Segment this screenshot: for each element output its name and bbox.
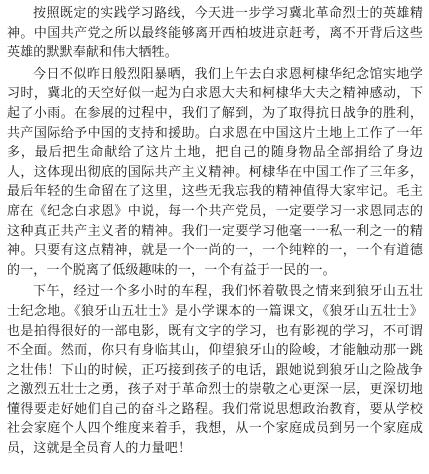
paragraph-langya-mountain: 下午，经过一个多小时的车程，我们怀着敬畏之情来到狼牙山五壮士纪念地。《狼牙山五壮士》是小学课本的一篇课文，《狼牙山五壮士》也是拍得很好的一部电影，既有文字的学习，也有影视的学习，不可谓不全面。然而，你只有身临其山，仰望狼牙山的险峻，才能触动那一跳之壮伟！下山的时候，正巧接到孩子的电话，跟她说到狼牙山之险战争之激烈五壮士之勇，孩子对于革命烈士的崇敬之心更深一层，更深切地懂得要走好她们自己的奋斗之路程。我们常说思想政治教育，要从学校社会家庭个人四个维度来着手，我想，从一个家庭成员到另一个家庭成员，这就是全员育人的力量吧！ xyxy=(7,284,423,457)
paragraph-intro: 按照既定的实践学习路线，今天进一步学习冀北革命烈士的英雄精神。中国共产党之所以最终能够离开西柏坡进京赶考，离不开背后这些英雄的默默奉献和伟大牺牲。 xyxy=(7,6,423,61)
paragraph-memorial-visit: 今日不似昨日般烈阳暴晒，我们上午去白求恩柯棣华纪念馆实地学习时，冀北的天空好似一起为白求恩大夫和柯棣华大夫之精神感动，下起了小雨。在参展的过程中，我们了解到，为了取得抗日战争的胜利，共产国际给予中国的支持和援助。白求恩在中国这片土地上工作了一年多，最后把生命献给了这片土地，把自己的随身物品全部捐给了身边人，这体现出彻底的国际共产主义精神。柯棣华在中国工作了三年多，最后年轻的生命留在了这里，这些无我忘我的精神值得大家牢记。毛主席在《纪念白求恩》中说，每一个共产党员，一定要学习一求恩同志的这种真正共产主义者的精神。我们一定要学习他毫一一私一利之一的精神。只要有这点精神，就是一个一尚的一，一个纯粹的一，一个有道德的一，一个脱离了低级趣味的一，一个有益于一民的一。 xyxy=(7,66,423,278)
